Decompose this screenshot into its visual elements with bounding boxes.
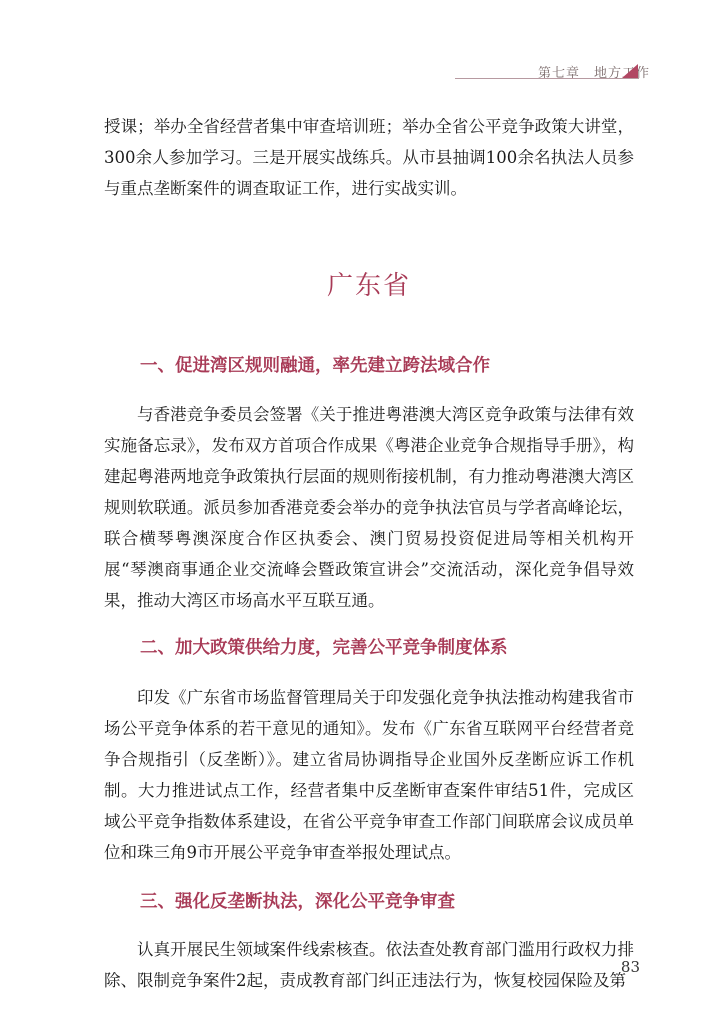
header-rule xyxy=(455,78,639,79)
section-2-heading: 二、加大政策供给力度，完善公平竞争制度体系 xyxy=(140,638,508,658)
header-triangle-marker xyxy=(622,64,638,78)
page-content xyxy=(104,111,634,996)
intro-paragraph: 授课；举办全省经营者集中审查培训班；举办全省公平竞争政策大讲堂，300余人参加学习。三是开展实战练兵。从市县抽调100余名执法人员参与重点垄断案件的调查取证工作，进行实战实训。 xyxy=(104,117,634,198)
section-3-heading: 三、强化反垄断执法，深化公平竞争审查 xyxy=(140,892,455,912)
section-2-body: 印发《广东省市场监督管理局关于印发强化竞争执法推动构建我省市场公平竞争体系的若干意见的通知》。发布《广东省互联网平台经营者竞争合规指引（反垄断）》。建立省局协调指导企业国外反垄断应诉工作机制。大力推进试点工作，经营者集中反垄断审查案件审结51件，完成区域公平竞争指数体系建设，在省公平竞争审查工作部门间联席会议成员单位和珠三角9市开展公平竞争审查举报处理试点。 xyxy=(104,688,634,862)
section-3-body: 认真开展民生领域案件线索核查。依法查处教育部门滥用行政权力排除、限制竞争案件2起，责成教育部门纠正违法行为，恢复校园保险及第 xyxy=(104,940,634,990)
province-title: 广东省 xyxy=(326,271,411,301)
section-1-body: 与香港竞争委员会签署《关于推进粤港澳大湾区竞争政策与法律有效实施备忘录》，发布双方首项合作成果《粤港企业竞争合规指导手册》，构建起粤港两地竞争政策执行层面的规则衔接机制，有力推动粤港澳大湾区规则软联通。派员参加香港竞委会举办的竞争执法官员与学者高峰论坛，联合横琴粤澳深度合作区执委会、澳门贸易投资促进局等相关机构开展“琴澳商事通企业交流峰会暨政策宣讲会”交流活动，深化竞争倡导效果，推动大湾区市场高水平互联互通。 xyxy=(104,405,634,610)
chapter-label: 第七章 地方工作 xyxy=(537,66,650,81)
page-number: 83 xyxy=(620,958,640,976)
section-1-heading: 一、促进湾区规则融通，率先建立跨法域合作 xyxy=(140,356,490,376)
